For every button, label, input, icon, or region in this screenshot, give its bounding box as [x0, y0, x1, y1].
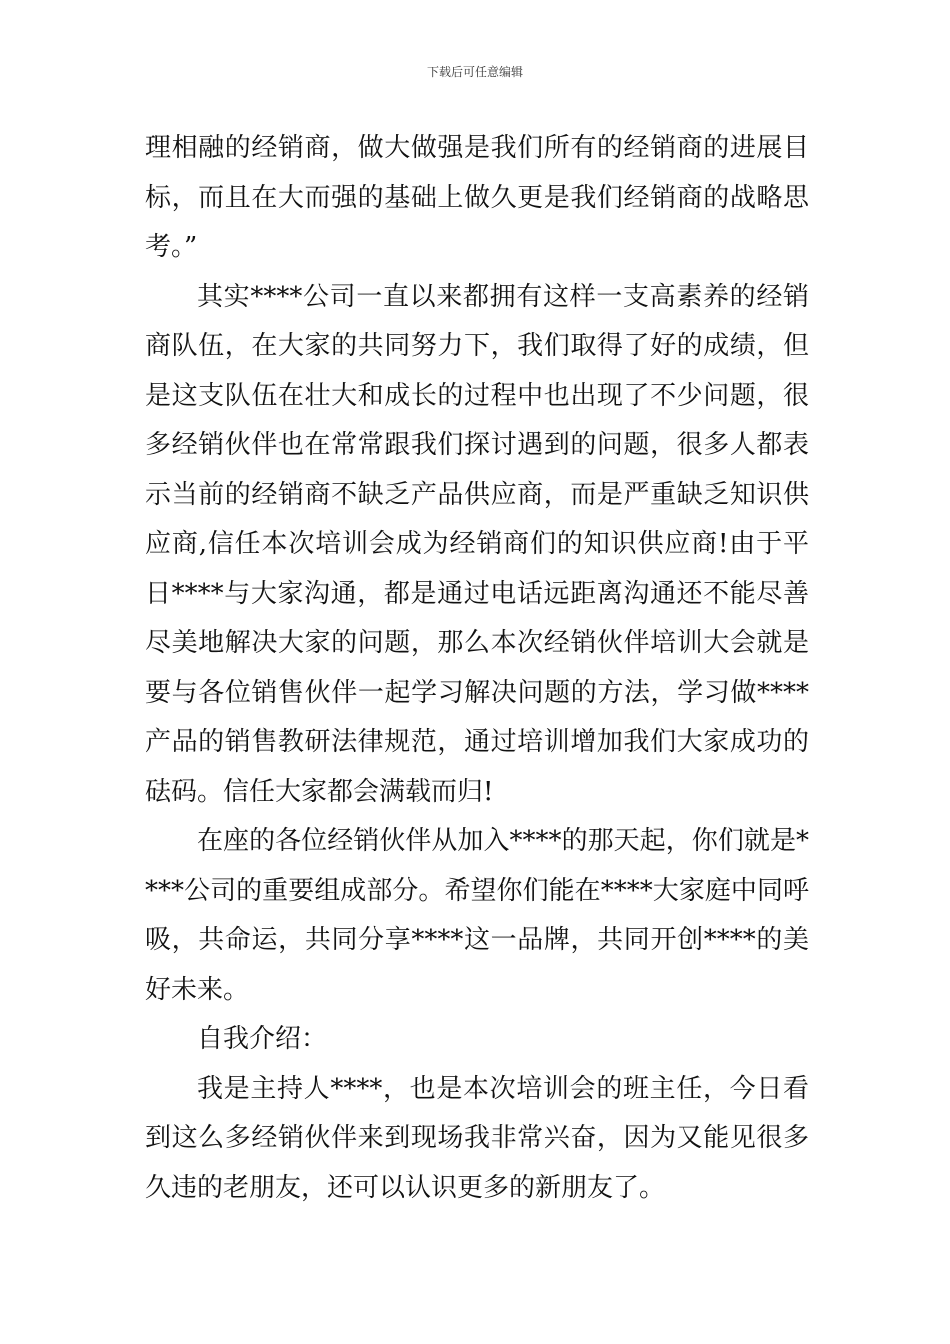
page-header: 下载后可任意编辑 [426, 65, 523, 79]
paragraph: 在座的各位经销伙伴从加入****的那天起，你们就是****公司的重要组成部分。希望你们能在****大家庭中同呼吸，共命运，共同分享****这一品牌，共同开创****的美好未来。 [145, 826, 809, 1005]
paragraph: 我是主持人****，也是本次培训会的班主任，今日看到这么多经销伙伴来到现场我非常兴奋，因为又能见很多久违的老朋友，还可以认识更多的新朋友了。 [145, 1073, 809, 1203]
paragraph: 其实****公司一直以来都拥有这样一支高素养的经销商队伍，在大家的共同努力下，我们取得了好的成绩，但是这支队伍在壮大和成长的过程中也出现了不少问题，很多经销伙伴也在常常跟我们探讨遇到的问题，很多人都表示当前的经销商不缺乏产品供应商，而是严重缺乏知识供应商,信任本次培训会成为经销商们的知识供应商!由于平日****与大家沟通，都是通过电话远距离沟通还不能尽善尽美地解决大家的问题，那么本次经销伙伴培训大会就是要与各位销售伙伴一起学习解决问题的方法，学习做****产品的销售教研法律规范，通过培训增加我们大家成功的砝码。信任大家都会满载而归! [145, 281, 809, 807]
paragraph-continuation: 理相融的经销商，做大做强是我们所有的经销商的进展目标，而且在大而强的基础上做久更是我们经销商的战略思考。” [145, 133, 809, 262]
section-heading: 自我介绍： [197, 1024, 328, 1054]
document-body [145, 124, 809, 1213]
